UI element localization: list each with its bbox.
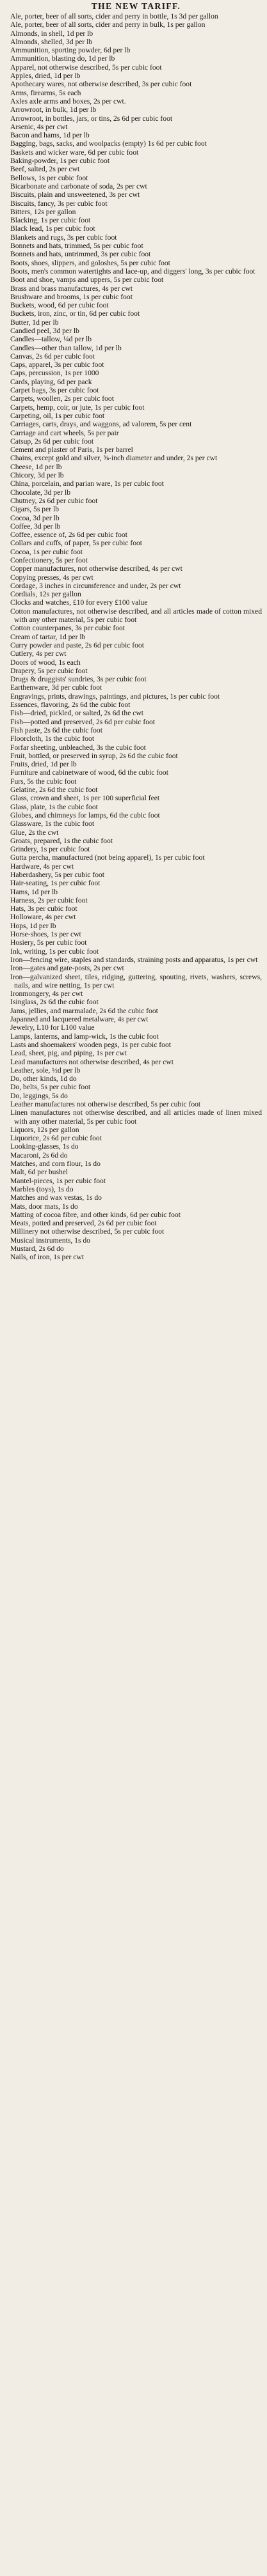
tariff-entry: Chutney, 2s 6d per cubic foot	[10, 496, 98, 505]
tariff-entry: Beef, salted, 2s per cwt	[10, 165, 80, 174]
tariff-entry: Glassware, 1s the cubic foot	[10, 819, 95, 828]
tariff-entry: Biscuits, plain and unsweetened, 3s per cwt	[10, 190, 140, 199]
tariff-entry: Caps, percussion, 1s per 1000	[10, 369, 99, 378]
tariff-entry: Horse-shoes, 1s per cwt	[10, 930, 81, 939]
tariff-entry: Cotton manufactures, not otherwise described, and all articles made of cotton mixed with any other material, 5s per cubic foot	[10, 607, 262, 625]
tariff-entry: Buckets, iron, zinc, or tin, 6d per cubic foot	[10, 309, 140, 318]
tariff-entry: Musical instruments, 1s do	[10, 1236, 90, 1245]
tariff-entry: Arsenic, 4s per cwt	[10, 122, 68, 131]
tariff-entry: Fish paste, 2s 6d the cubic foot	[10, 725, 102, 734]
tariff-entry: Meats, potted and preserved, 2s 6d per cubic foot	[10, 1219, 157, 1228]
tariff-entry: Looking-glasses, 1s do	[10, 1142, 79, 1151]
tariff-entry: Drapery, 5s per cubic foot	[10, 666, 88, 675]
tariff-entry: Chains, except gold and silver, ⅜-inch diameter and under, 2s per cwt	[10, 454, 218, 463]
tariff-entry: Carpets, hemp, coir, or jute, 1s per cubic foot	[10, 403, 145, 412]
tariff-entry: Blankets and rugs, 3s per cubic foot	[10, 233, 117, 242]
tariff-entry: Matches, and corn flour, 1s do	[10, 1160, 101, 1168]
tariff-list	[10, 12, 262, 1262]
tariff-entry: Do, belts, 5s per cubic foot	[10, 1083, 91, 1092]
tariff-entry: Mantel-pieces, 1s per cubic foot	[10, 1176, 106, 1185]
tariff-entry: Cream of tartar, 1d per lb	[10, 632, 86, 641]
tariff-entry: Canvas, 2s 6d per cubic foot	[10, 352, 95, 361]
tariff-entry: Ironmongery, 4s per cwt	[10, 989, 83, 998]
tariff-entry: Groats, prepared, 1s the cubic foot	[10, 836, 113, 845]
tariff-entry: Cotton counterpanes, 3s per cubic foot	[10, 624, 125, 633]
tariff-entry: Copper manufactures, not otherwise described, 4s per cwt	[10, 564, 182, 573]
tariff-entry: Ink, writing, 1s per cubic foot	[10, 947, 99, 956]
tariff-entry: Candles—other than tallow, 1d per lb	[10, 343, 122, 352]
tariff-entry: Matches and wax vestas, 1s do	[10, 1193, 102, 1202]
tariff-entry: Furniture and cabinetware of wood, 6d the cubic foot	[10, 768, 168, 777]
tariff-entry: Apples, dried, 1d per lb	[10, 72, 81, 81]
tariff-entry: Boot and shoe, vamps and uppers, 5s per cubic foot	[10, 275, 164, 284]
tariff-entry: Cordage, 3 inches in circumference and under, 2s per cwt	[10, 581, 181, 590]
tariff-entry: Black lead, 1s per cubic foot	[10, 224, 95, 233]
tariff-entry: Hair-seating, 1s per cubic foot	[10, 879, 101, 888]
tariff-entry: Carpet bags, 3s per cubic foot	[10, 386, 99, 395]
tariff-entry: Blacking, 1s per cubic foot	[10, 216, 91, 225]
tariff-entry: Cocoa, 1s per cubic foot	[10, 547, 83, 556]
tariff-entry: Fruits, dried, 1d per lb	[10, 760, 77, 769]
tariff-entry: Nails, of iron, 1s per cwt	[10, 1253, 84, 1262]
tariff-entry: Japanned and lacquered metalware, 4s per cwt	[10, 1015, 149, 1024]
tariff-entry: Carriages, carts, drays, and waggons, ad valorem, 5s per cent	[10, 420, 192, 429]
tariff-entry: Gelatine, 2s 6d the cubic foot	[10, 786, 98, 795]
tariff-entry: Carriage and cart wheels, 5s per pair	[10, 428, 119, 437]
tariff-entry: Hops, 1d per lb	[10, 921, 56, 930]
tariff-entry: Macaroni, 2s 6d do	[10, 1151, 68, 1160]
tariff-entry: Floorcloth, 1s the cubic foot	[10, 734, 95, 743]
tariff-entry: Mats, door mats, 1s do	[10, 1202, 78, 1211]
tariff-entry: Jams, jellies, and marmalade, 2s 6d the cubic foot	[10, 1006, 158, 1015]
tariff-entry: Almonds, in shell, 1d per lb	[10, 29, 93, 38]
tariff-entry: Iron—gates and gate-posts, 2s per cwt	[10, 964, 124, 973]
tariff-entry: Liquorice, 2s 6d per cubic foot	[10, 1134, 102, 1143]
tariff-entry: Lead, sheet, pig, and piping, 1s per cwt	[10, 1049, 127, 1058]
tariff-entry: Do, leggings, 5s do	[10, 1091, 68, 1100]
tariff-entry: Clocks and watches, £10 for every £100 value	[10, 598, 148, 607]
tariff-entry: Lasts and shoemakers' wooden pegs, 1s per cubic foot	[10, 1040, 171, 1049]
tariff-entry: Cheese, 1d per lb	[10, 462, 62, 471]
tariff-entry: Apparel, not otherwise described, 5s per cubic foot	[10, 63, 162, 72]
tariff-entry: Chocolate, 3d per lb	[10, 488, 71, 497]
tariff-entry: Leather, sole, ½d per lb	[10, 1066, 81, 1075]
tariff-entry: Brass and brass manufactures, 4s per cwt	[10, 284, 133, 293]
tariff-entry: Ammunition, blasting do, 1d per lb	[10, 54, 115, 63]
tariff-entry: Copying presses, 4s per cwt	[10, 573, 93, 582]
tariff-entry: Lead manufactures not otherwise described, 4s per cwt	[10, 1057, 174, 1066]
tariff-entry: Hams, 1d per lb	[10, 887, 58, 896]
tariff-entry: Curry powder and paste, 2s 6d per cubic foot	[10, 640, 144, 649]
tariff-entry: China, porcelain, and parian ware, 1s per cubic foot	[10, 479, 164, 488]
tariff-entry: Haberdashery, 5s per cubic foot	[10, 870, 105, 879]
tariff-entry: Brushware and brooms, 1s per cubic foot	[10, 292, 133, 301]
tariff-entry: Bacon and hams, 1d per lb	[10, 131, 90, 140]
tariff-entry: Boots, men's common watertights and lace-up, and diggers' long, 3s per cubic foot	[10, 267, 255, 275]
tariff-entry: Malt, 6d per bushel	[10, 1168, 69, 1177]
tariff-entry: Liquors, 12s per gallon	[10, 1125, 79, 1134]
tariff-entry: Almonds, shelled, 3d per lb	[10, 37, 93, 46]
tariff-entry: Biscuits, fancy, 3s per cubic foot	[10, 199, 108, 208]
tariff-entry: Catsup, 2s 6d per cubic foot	[10, 437, 94, 446]
tariff-entry: Candied peel, 3d per lb	[10, 326, 79, 335]
tariff-entry: Forfar sheeting, unbleached, 3s the cubic foot	[10, 743, 146, 752]
tariff-entry: Glass, plate, 1s the cubic foot	[10, 802, 98, 811]
tariff-entry: Hardware, 4s per cwt	[10, 862, 74, 871]
tariff-entry: Chicory, 3d per lb	[10, 471, 64, 480]
tariff-entry: Arrowroot, in bulk, 1d per lb	[10, 105, 97, 114]
tariff-entry: Grindery, 1s per cubic foot	[10, 845, 90, 854]
tariff-entry: Drugs & druggists' sundries, 3s per cubic foot	[10, 675, 147, 684]
tariff-entry: Coffee, essence of, 2s 6d per cubic foot	[10, 531, 127, 539]
tariff-entry: Arms, firearms, 5s each	[10, 88, 81, 97]
tariff-entry: Carpeting, oil, 1s per cubic foot	[10, 411, 105, 420]
tariff-entry: Iron—galvanized sheet, tiles, ridging, guttering, spouting, rivets, washers, screws, nails, and wire netting, 1s per cwt	[10, 972, 262, 989]
tariff-entry: Bagging, bags, sacks, and woolpacks (empty) 1s 6d per cubic foot	[10, 139, 207, 148]
tariff-entry: Hosiery, 5s per cubic foot	[10, 938, 87, 947]
tariff-entry: Leather manufactures not otherwise described, 5s per cubic foot	[10, 1100, 201, 1108]
tariff-entry: Cement and plaster of Paris, 1s per barrel	[10, 446, 133, 454]
tariff-entry: Glass, crown and sheet, 1s per 100 superficial feet	[10, 794, 160, 803]
tariff-entry: Confectionery, 5s per foot	[10, 556, 88, 564]
tariff-entry: Bonnets and hats, untrimmed, 3s per cubic foot	[10, 250, 151, 259]
tariff-entry: Cards, playing, 6d per pack	[10, 377, 92, 386]
tariff-entry: Hats, 3s per cubic foot	[10, 904, 77, 913]
tariff-entry: Fish—potted and preserved, 2s 6d per cubic foot	[10, 717, 156, 726]
tariff-entry: Fish—dried, pickled, or salted, 2s 6d the cwt	[10, 709, 144, 718]
tariff-entry: Carpets, woollen, 2s per cubic foot	[10, 394, 114, 403]
tariff-entry: Bitters, 12s per gallon	[10, 207, 76, 216]
tariff-entry: Boots, shoes, slippers, and goloshes, 5s per cubic foot	[10, 258, 170, 267]
tariff-entry: Jewelry, L10 for L100 value	[10, 1023, 95, 1032]
tariff-entry: Engravings, prints, drawings, paintings, and pictures, 1s per cubic foot	[10, 692, 220, 701]
tariff-entry: Coffee, 3d per lb	[10, 522, 61, 531]
tariff-entry: Isinglass, 2s 6d the cubic foot	[10, 998, 99, 1007]
tariff-entry: Harness, 2s per cubic foot	[10, 896, 88, 904]
tariff-entry: Apothecary wares, not otherwise described, 3s per cubic foot	[10, 80, 192, 89]
tariff-entry: Baskets and wicker ware, 6d per cubic foot	[10, 148, 139, 157]
tariff-entry: Baking-powder, 1s per cubic foot	[10, 157, 110, 166]
tariff-entry: Earthenware, 3d per cubic foot	[10, 683, 102, 692]
tariff-entry: Iron—fencing wire, staples and standards, straining posts and apparatus, 1s per cwt	[10, 955, 258, 964]
tariff-entry: Arrowroot, in bottles, jars, or tins, 2s 6d per cubic foot	[10, 114, 173, 123]
tariff-entry: Butter, 1d per lb	[10, 318, 59, 327]
tariff-entry: Lamps, lanterns, and lamp-wick, 1s the cubic foot	[10, 1032, 159, 1041]
tariff-entry: Furs, 5s the cubic foot	[10, 777, 77, 786]
tariff-entry: Globes, and chimneys for lamps, 6d the cubic foot	[10, 811, 160, 819]
tariff-entry: Collars and cuffs, of paper, 5s per cubic foot	[10, 539, 143, 548]
tariff-entry: Bicarbonate and carbonate of soda, 2s per cwt	[10, 182, 147, 190]
tariff-entry: Bellows, 1s per cubic foot	[10, 173, 88, 182]
tariff-entry: Matting of cocoa fibre, and other kinds, 6d per cubic foot	[10, 1210, 181, 1219]
tariff-entry: Linen manufactures not otherwise described, and all articles made of linen mixed with any other material, 5s per cubic foot	[10, 1108, 262, 1126]
tariff-entry: Buckets, wood, 6d per cubic foot	[10, 301, 109, 310]
tariff-entry: Cocoa, 3d per lb	[10, 513, 60, 522]
tariff-entry: Millinery not otherwise described, 5s per cubic foot	[10, 1227, 165, 1236]
tariff-entry: Cigars, 5s per lb	[10, 505, 59, 514]
tariff-entry: Fruit, bottled, or preserved in syrup, 2s 6d the cubic foot	[10, 751, 178, 760]
tariff-entry: Essences, flavoring, 2s 6d the cubic foot	[10, 701, 131, 710]
tariff-entry: Candles—tallow, ¼d per lb	[10, 335, 92, 344]
tariff-entry: Cordials, 12s per gallon	[10, 590, 81, 599]
tariff-entry: Ale, porter, beer of all sorts, cider and perry in bottle, 1s 3d per gallon	[10, 12, 218, 20]
tariff-entry: Mustard, 2s 6d do	[10, 1245, 64, 1253]
article-title: THE NEW TARIFF.	[91, 1, 181, 11]
tariff-entry: Glue, 2s the cwt	[10, 828, 59, 837]
tariff-entry: Marbles (toys), 1s do	[10, 1184, 74, 1193]
tariff-entry: Holloware, 4s per cwt	[10, 913, 76, 922]
tariff-entry: Axles axle arms and boxes, 2s per cwt.	[10, 97, 126, 105]
tariff-entry: Ammunition, sporting powder, 6d per lb	[10, 46, 131, 55]
tariff-entry: Ale, porter, beer of all sorts, cider and perry in bulk, 1s per gallon	[10, 20, 206, 29]
tariff-entry: Cutlery, 4s per cwt	[10, 649, 67, 658]
tariff-entry: Gutta percha, manufactured (not being apparel), 1s per cubic foot	[10, 853, 205, 862]
tariff-entry: Bonnets and hats, trimmed, 5s per cubic foot	[10, 242, 143, 251]
tariff-entry: Caps, apparel, 3s per cubic foot	[10, 361, 104, 369]
tariff-entry: Doors of wood, 1s each	[10, 658, 81, 667]
tariff-entry: Do, other kinds, 1d do	[10, 1075, 77, 1083]
